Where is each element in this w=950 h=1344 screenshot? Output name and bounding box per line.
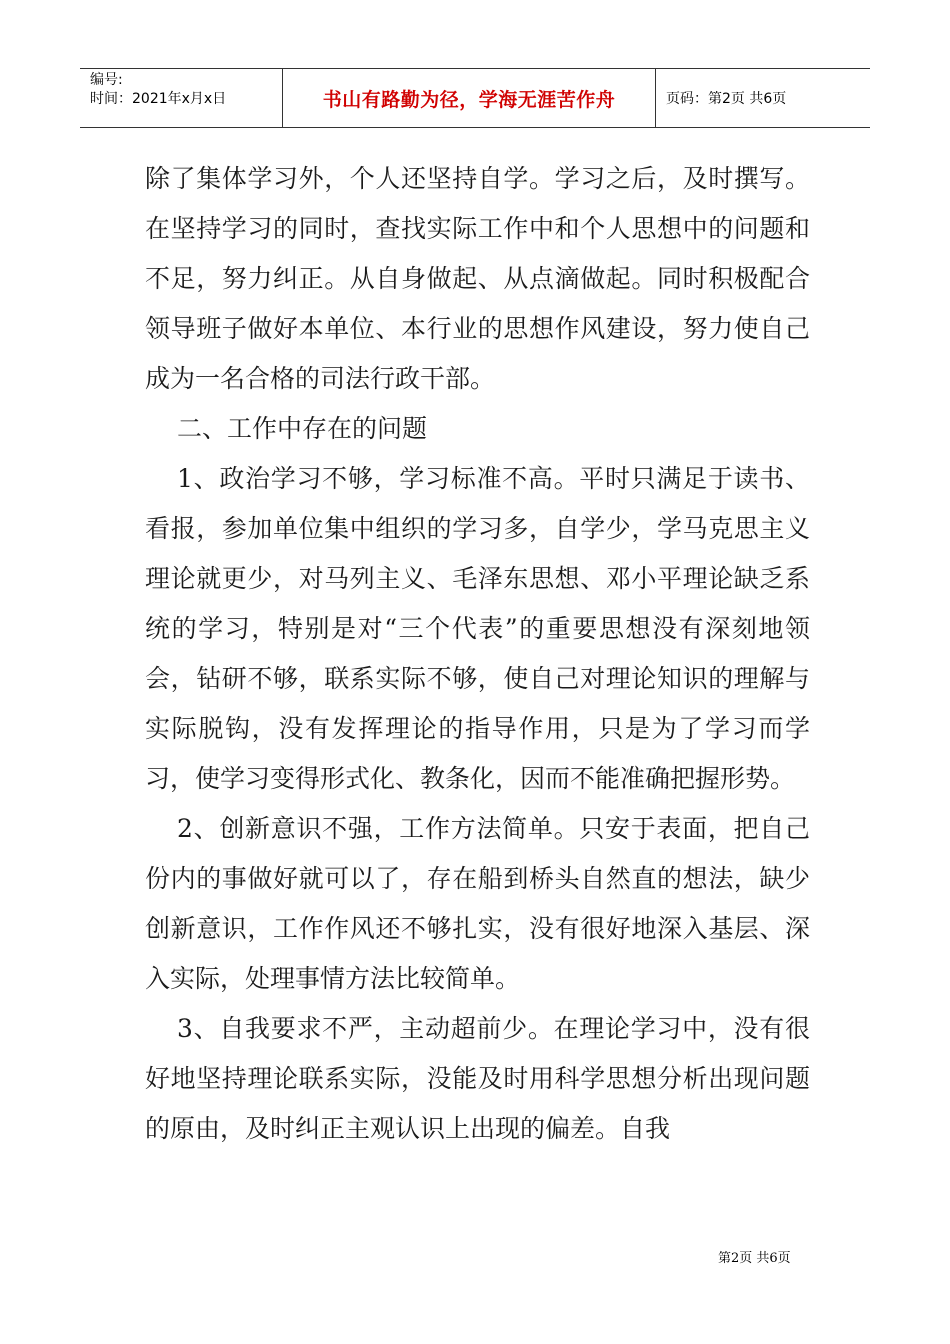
document-date-label: 时间：2021年x月x日 [90,91,227,107]
header-meta [80,69,282,127]
document-number-label: 编号: [90,72,123,88]
header-motto: 书山有路勤为径，学海无涯苦作舟 [282,69,656,127]
section-heading: 二、工作中存在的问题 [177,414,428,443]
body-paragraph: 2、创新意识不强，工作方法简单。只安于表面，把自己份内的事做好就可以了，存在船到桥头自然直的想法，缺少创新意识，工作作风还不够扎实，没有很好地深入基层、深入实际，处理事情方法比较简单。 [145,814,810,993]
header-page-number: 页码：第2页 共6页 [666,91,787,107]
body-paragraph: 3、自我要求不严，主动超前少。在理论学习中，没有很好地坚持理论联系实际，没能及时用科学思想分析出现问题的原由，及时纠正主观认识上出现的偏差。自我 [145,1014,810,1143]
body-paragraph: 1、政治学习不够，学习标准不高。平时只满足于读书、看报，参加单位集中组织的学习多，自学少，学马克思主义理论就更少，对马列主义、毛泽东思想、邓小平理论缺乏系统的学习，特别是对“三个代表”的重要思想没有深刻地领会，钻研不够，联系实际不够，使自己对理论知识的理解与实际脱钩，没有发挥理论的指导作用，只是为了学习而学习，使学习变得形式化、教条化，因而不能准确把握形势。 [145,464,810,793]
footer-page-number: 第2页 共6页 [718,1251,791,1266]
page-header [80,68,870,128]
body-paragraph: 除了集体学习外，个人还坚持自学。学习之后，及时撰写。在坚持学习的同时，查找实际工作中和个人思想中的问题和不足，努力纠正。从自身做起、从点滴做起。同时积极配合领导班子做好本单位、本行业的思想作风建设，努力使自己成为一名合格的司法行政干部。 [145,164,810,393]
document-body [145,154,810,1154]
